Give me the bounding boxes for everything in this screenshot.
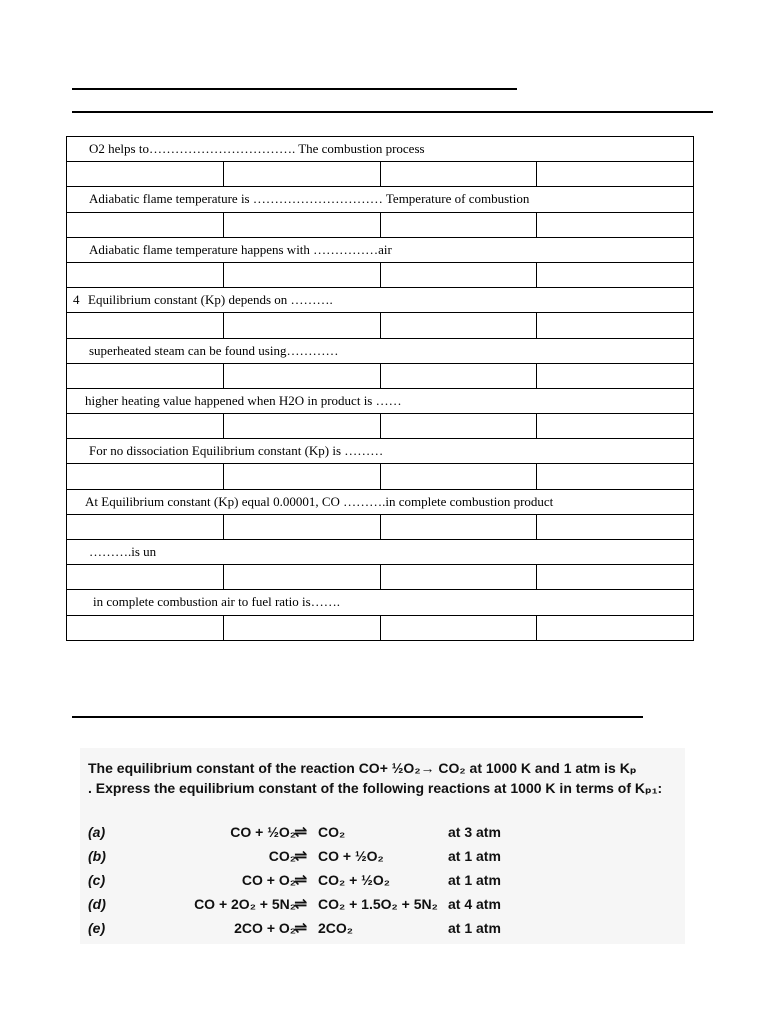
blank-line-title — [72, 111, 713, 113]
reaction-label: (a) — [88, 824, 106, 840]
question-text: 4 Equilibrium constant (Kp) depends on ………. — [67, 288, 694, 313]
reaction-a — [88, 824, 688, 844]
question-row — [67, 187, 694, 212]
question-number: 4 — [73, 292, 80, 308]
answer-row — [67, 514, 694, 539]
answer-row — [67, 212, 694, 237]
answer-cell[interactable] — [537, 363, 694, 388]
question-text: At Equilibrium constant (Kp) equal 0.00001, CO ……….in complete combustion product — [67, 489, 694, 514]
answer-cell[interactable] — [67, 212, 224, 237]
answer-cell[interactable] — [223, 565, 380, 590]
reaction-condition: at 1 atm — [448, 848, 501, 864]
reaction-label: (b) — [88, 848, 106, 864]
question-text: For no dissociation Equilibrium constant (Kp) is ……… — [67, 439, 694, 464]
blank-line-section — [72, 716, 643, 718]
answer-cell[interactable] — [380, 615, 537, 640]
answer-cell[interactable] — [380, 212, 537, 237]
answer-row — [67, 565, 694, 590]
answer-cell[interactable] — [223, 615, 380, 640]
answer-cell[interactable] — [223, 162, 380, 187]
answer-cell[interactable] — [223, 363, 380, 388]
equilibrium-arrow-icon: ⇌ — [294, 920, 308, 937]
answer-cell[interactable] — [537, 162, 694, 187]
answer-cell[interactable] — [380, 363, 537, 388]
reaction-c — [88, 872, 688, 892]
reaction-products: CO₂ + 1.5O₂ + 5N₂ — [318, 896, 438, 912]
reaction-products: 2CO₂ — [318, 920, 354, 936]
answer-row — [67, 162, 694, 187]
reaction-e — [88, 920, 688, 940]
equilibrium-arrow-icon: ⇌ — [294, 848, 308, 865]
answer-cell[interactable] — [67, 162, 224, 187]
answer-cell[interactable] — [380, 414, 537, 439]
reaction-products: CO₂ — [318, 824, 346, 840]
answer-cell[interactable] — [67, 514, 224, 539]
question-row — [67, 540, 694, 565]
question-row — [67, 590, 694, 615]
question-row — [67, 439, 694, 464]
reaction-products: CO₂ + ½O₂ — [318, 872, 390, 888]
answer-cell[interactable] — [537, 313, 694, 338]
answer-cell[interactable] — [67, 565, 224, 590]
question-row — [67, 137, 694, 162]
question-text: Adiabatic flame temperature happens with ……………air — [67, 237, 694, 262]
answer-cell[interactable] — [380, 313, 537, 338]
equilibrium-problem — [80, 748, 685, 944]
reaction-products: CO + ½O₂ — [318, 848, 384, 864]
answer-cell[interactable] — [537, 565, 694, 590]
answer-row — [67, 414, 694, 439]
equilibrium-arrow-icon: ⇌ — [294, 824, 308, 841]
reaction-condition: at 3 atm — [448, 824, 501, 840]
answer-cell[interactable] — [380, 262, 537, 287]
answer-cell[interactable] — [537, 514, 694, 539]
answer-cell[interactable] — [537, 464, 694, 489]
answer-cell[interactable] — [380, 565, 537, 590]
answer-row — [67, 464, 694, 489]
fill-in-blank-table — [66, 136, 694, 641]
blank-line-name — [72, 88, 517, 90]
problem-statement-line-2: . Express the equilibrium constant of the following reactions at 1000 K in terms of Kₚ₁: — [88, 780, 663, 796]
answer-cell[interactable] — [67, 464, 224, 489]
answer-cell[interactable] — [537, 212, 694, 237]
question-row — [67, 288, 694, 313]
answer-cell[interactable] — [223, 313, 380, 338]
reaction-reactants: CO₂ — [268, 848, 296, 864]
reaction-label: (d) — [88, 896, 106, 912]
equilibrium-arrow-icon: ⇌ — [294, 896, 308, 913]
reaction-label: (c) — [88, 872, 106, 888]
question-text: higher heating value happened when H2O in product is …… — [67, 388, 694, 413]
problem-statement-line-1: The equilibrium constant of the reaction CO+ ½O₂→ CO₂ at 1000 K and 1 atm is Kₚ — [88, 760, 637, 776]
answer-cell[interactable] — [223, 514, 380, 539]
answer-cell[interactable] — [67, 414, 224, 439]
answer-row — [67, 313, 694, 338]
question-row — [67, 338, 694, 363]
answer-cell[interactable] — [380, 514, 537, 539]
reaction-condition: at 4 atm — [448, 896, 501, 912]
question-text: superheated steam can be found using………… — [67, 338, 694, 363]
question-text: O2 helps to……………………………. The combustion process — [67, 137, 694, 162]
reaction-condition: at 1 atm — [448, 872, 501, 888]
answer-cell[interactable] — [223, 262, 380, 287]
answer-cell[interactable] — [67, 262, 224, 287]
reaction-reactants: CO + 2O₂ + 5N₂ — [194, 896, 296, 912]
answer-cell[interactable] — [223, 212, 380, 237]
answer-cell[interactable] — [67, 615, 224, 640]
answer-cell[interactable] — [223, 464, 380, 489]
answer-cell[interactable] — [67, 313, 224, 338]
reaction-reactants: 2CO + O₂ — [234, 920, 296, 936]
question-text: ……….is un — [67, 540, 694, 565]
answer-cell[interactable] — [67, 363, 224, 388]
question-text: Adiabatic flame temperature is ………………………… Temperature of combustion — [67, 187, 694, 212]
reaction-d — [88, 896, 688, 916]
question-row — [67, 388, 694, 413]
answer-cell[interactable] — [537, 262, 694, 287]
answer-cell[interactable] — [380, 162, 537, 187]
answer-row — [67, 615, 694, 640]
answer-cell[interactable] — [537, 414, 694, 439]
answer-cell[interactable] — [223, 414, 380, 439]
reaction-reactants: CO + O₂ — [241, 872, 296, 888]
answer-row — [67, 262, 694, 287]
question-row — [67, 489, 694, 514]
answer-cell[interactable] — [380, 464, 537, 489]
reaction-label: (e) — [88, 920, 106, 936]
equilibrium-arrow-icon: ⇌ — [294, 872, 308, 889]
reaction-reactants: CO + ½O₂ — [230, 824, 296, 840]
answer-cell[interactable] — [537, 615, 694, 640]
question-row — [67, 237, 694, 262]
reaction-condition: at 1 atm — [448, 920, 501, 936]
question-text: in complete combustion air to fuel ratio is……. — [67, 590, 694, 615]
reaction-b — [88, 848, 688, 868]
answer-row — [67, 363, 694, 388]
